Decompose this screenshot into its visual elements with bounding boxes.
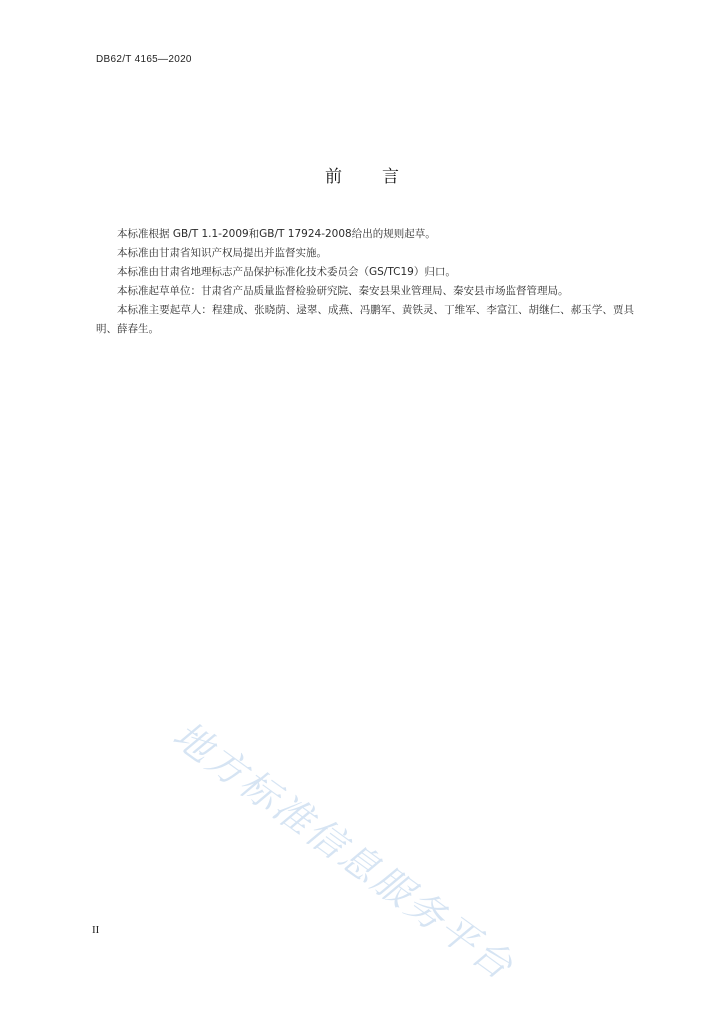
paragraph-drafting-units: 本标准起草单位：甘肃省产品质量监督检验研究院、秦安县果业管理局、秦安县市场监督管理局。 — [117, 285, 569, 297]
document-code: DB62/T 4165—2020 — [96, 54, 192, 65]
page-title: 前言 — [325, 167, 439, 187]
preface-body — [96, 225, 634, 339]
paragraph-committee: 本标准由甘肃省地理标志产品保护标准化技术委员会（GS/TC19）归口。 — [117, 266, 456, 278]
paragraph-drafters: 本标准主要起草人：程建成、张晓荫、逯翠、成燕、冯鹏军、黄铁灵、丁维军、李富江、胡继仁、郝玉学、贾具明、薛春生。 — [96, 304, 634, 335]
watermark: 地方标准信息服务平台 — [165, 712, 523, 990]
page-number: II — [92, 924, 100, 936]
paragraph-drafting-rules: 本标准根据 GB/T 1.1-2009和GB/T 17924-2008给出的规则起草。 — [117, 228, 436, 240]
paragraph-proposer: 本标准由甘肃省知识产权局提出并监督实施。 — [117, 247, 327, 259]
